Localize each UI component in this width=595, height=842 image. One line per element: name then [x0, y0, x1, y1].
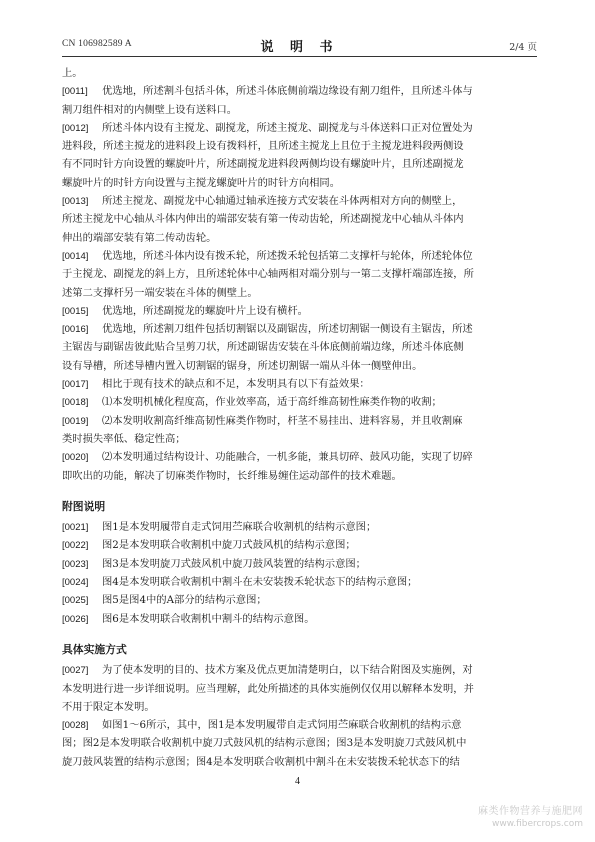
paragraph [62, 375, 537, 393]
paragraph-number: [0013] [62, 196, 89, 208]
paragraph-line [62, 302, 537, 320]
paragraph [62, 555, 537, 573]
paragraph [62, 518, 537, 536]
paragraph-line: 不用于限定本发明。 [62, 700, 155, 713]
paragraph-line [62, 555, 537, 573]
paragraph-line: 主锯齿与副锯齿彼此贴合呈剪刀状，所述副锯齿安装在斗体底侧前端边缘，所述斗体底侧 [62, 341, 464, 354]
paragraph [62, 591, 537, 609]
paragraph [62, 82, 537, 119]
paragraph-number: [0016] [62, 324, 89, 336]
watermark [478, 806, 583, 830]
paragraph-number: [0017] [62, 379, 89, 391]
paragraph-number: [0028] [62, 720, 89, 732]
paragraph [62, 716, 537, 771]
paragraph-line [62, 591, 537, 609]
paragraph-text: 所述斗体内设有主搅龙、副搅龙，所述主搅龙、副搅龙与斗体送料口正对位置处为 [102, 121, 473, 134]
paragraphs-main [62, 82, 537, 485]
paragraph-line: 伸出的端部安装有第二传动齿轮。 [62, 231, 217, 244]
paragraph-text: 相比于现有技术的缺点和不足，本发明具有以下有益效果： [102, 378, 370, 391]
paragraph [62, 448, 537, 485]
paragraph-line [62, 518, 537, 536]
paragraph-number: [0026] [62, 613, 89, 625]
watermark-url: www.fibercrops.com [492, 819, 583, 829]
paragraph [62, 247, 537, 302]
paragraph-line: 于主搅龙、副搅龙的斜上方，且所述轮体中心轴两相对端分别与一第二支撑杆端部连接，所 [62, 268, 474, 281]
paragraph-number: [0021] [62, 522, 89, 534]
document-title: 说 明 书 [260, 40, 339, 55]
paragraph-text: ⑵本发明收割高纤维高韧性麻类作物时，杆茎不易挂出、进料容易，并且收割麻 [102, 414, 463, 427]
paragraph-line [62, 82, 537, 100]
paragraph-text: 优选地，所述副搅龙的螺旋叶片上设有横杆。 [102, 304, 308, 317]
paragraph-text: 优选地，所述斗体内设有拨禾轮，所述拨禾轮包括第二支撑杆与轮体，所述轮体位 [102, 249, 473, 262]
paragraph-text: ⑴本发明机械化程度高，作业效率高，适于高纤维高韧性麻类作物的收割； [102, 396, 442, 409]
paragraph-line [62, 610, 537, 628]
paragraph-number: [0014] [62, 250, 89, 262]
paragraph-line: 类时损失率低、稳定性高； [62, 432, 186, 445]
paragraph [62, 302, 537, 320]
paragraph-number: [0024] [62, 577, 89, 589]
paragraph-line: 所述主搅龙中心轴从斗体内伸出的端部安装有第一传动齿轮，所述副搅龙中心轴从斗体内 [62, 213, 464, 226]
continued-line: 上。 [62, 67, 83, 79]
paragraph [62, 192, 537, 247]
paragraph-line [62, 119, 537, 137]
section-title-figures: 附图说明 [62, 499, 106, 513]
paragraph-line: 螺旋叶片的时针方向设置与主搅龙螺旋叶片的时针方向相同。 [62, 176, 341, 189]
paragraph-text: 所述主搅龙、副搅龙中心轴通过轴承连接方式安装在斗体两相对方向的侧壁上， [102, 195, 463, 208]
paragraph-text: 优选地，所述割刀组件包括切割锯以及副锯齿，所述切割锯一侧设有主锯齿，所述 [102, 323, 473, 336]
paragraph-text: 图6是本发明联合收割机中割斗的结构示意图。 [102, 612, 315, 625]
paragraph-number: [0027] [62, 665, 89, 677]
paragraph-number: [0015] [62, 305, 89, 317]
publication-number: CN 106982589 A [62, 39, 132, 49]
paragraph-text: 图5是图4中的A部分的结构示意图； [102, 594, 267, 607]
paragraph-number: [0025] [62, 595, 89, 607]
paragraph-line: 即吹出的功能，解决了切麻类作物时，长纤维易缠住运动部件的技术难题。 [62, 469, 402, 482]
paragraph-text: 图4是本发明联合收割机中割斗在未安装拨禾轮状态下的结构示意图； [102, 576, 418, 589]
paragraph-text: ⑵本发明通过结构设计、功能融合，一机多能，兼具切碎、鼓风功能，实现了切碎 [102, 451, 473, 464]
document-body [62, 64, 537, 771]
paragraph-line [62, 247, 537, 265]
paragraph-line: 设有导槽，所述导槽内置入切割锯的锯身，所述切割锯一端从斗体一侧壁伸出。 [62, 359, 423, 372]
paragraph-line [62, 375, 537, 393]
paragraphs-figures [62, 518, 537, 628]
paragraph-line: 本发明进行进一步详细说明。应当理解，此处所描述的具体实施例仅仅用以解释本发明，并 [62, 682, 474, 695]
paragraph-number: [0022] [62, 540, 89, 552]
paragraph-text: 图2是本发明联合收割机中旋刀式鼓风机的结构示意图； [102, 539, 356, 552]
paragraph-line [62, 412, 537, 430]
paragraph [62, 393, 537, 411]
paragraph-line [62, 393, 537, 411]
paragraph-line: 进料段，所述主搅龙的进料段上设有拨料杆，且所述主搅龙上且位于主搅龙进料段两侧设 [62, 140, 464, 153]
paragraph-line [62, 573, 537, 591]
paragraph [62, 573, 537, 591]
paragraph-text: 如图1～6所示，其中，图1是本发明履带自走式饲用苎麻联合收割机的结构示意 [102, 719, 462, 732]
paragraph-line: 有不同时针方向设置的螺旋叶片，所述副搅龙进料段两侧均设有螺旋叶片，且所述副搅龙 [62, 158, 464, 171]
paragraph-text: 优选地，所述割斗包括斗体，所述斗体底侧前端边缘设有割刀组件，且所述斗体与 [102, 85, 473, 98]
paragraph-line [62, 536, 537, 554]
paragraph-line: 旋刀鼓风装置的结构示意图；图4是本发明联合收割机中割斗在未安装拨禾轮状态下的结 [62, 755, 460, 768]
paragraph [62, 536, 537, 554]
watermark-site-name: 麻类作物营养与施肥网 [478, 806, 583, 817]
paragraph-line [62, 448, 537, 466]
paragraphs-embodiments [62, 661, 537, 771]
paragraph-line [62, 320, 537, 338]
paragraph [62, 320, 537, 375]
paragraph-line [62, 661, 537, 679]
paragraph-line: 割刀组件相对的内侧壁上设有送料口。 [62, 103, 238, 116]
paragraph-number: [0011] [62, 86, 88, 98]
paragraph-number: [0023] [62, 558, 89, 570]
paragraph-line: 述第二支撑杆另一端安装在斗体的侧壁上。 [62, 286, 258, 299]
paragraph-number: [0018] [62, 397, 89, 409]
paragraph-text: 图1是本发明履带自走式饲用苎麻联合收割机的结构示意图； [102, 521, 377, 534]
paragraph-number: [0019] [62, 415, 89, 427]
paragraph [62, 119, 537, 192]
paragraph-line [62, 716, 537, 734]
paragraph-text: 图3是本发明旋刀式鼓风机中旋刀鼓风装置的结构示意图； [102, 557, 366, 570]
paragraph [62, 610, 537, 628]
paragraph-line: 图；图2是本发明联合收割机中旋刀式鼓风机的结构示意图；图3是本发明旋刀式鼓风机中 [62, 737, 467, 750]
section-title-embodiments: 具体实施方式 [62, 642, 127, 656]
paragraph-number: [0020] [62, 452, 89, 464]
header-divider [62, 56, 537, 57]
paragraph-number: [0012] [62, 122, 89, 134]
paragraph-text: 为了使本发明的目的、技术方案及优点更加清楚明白，以下结合附图及实施例，对 [102, 664, 473, 677]
page-indicator: 2/4 页 [509, 42, 537, 53]
paragraph [62, 412, 537, 449]
page-number: 4 [295, 776, 300, 787]
page-header [62, 36, 537, 54]
paragraph [62, 661, 537, 716]
paragraph-line [62, 192, 537, 210]
